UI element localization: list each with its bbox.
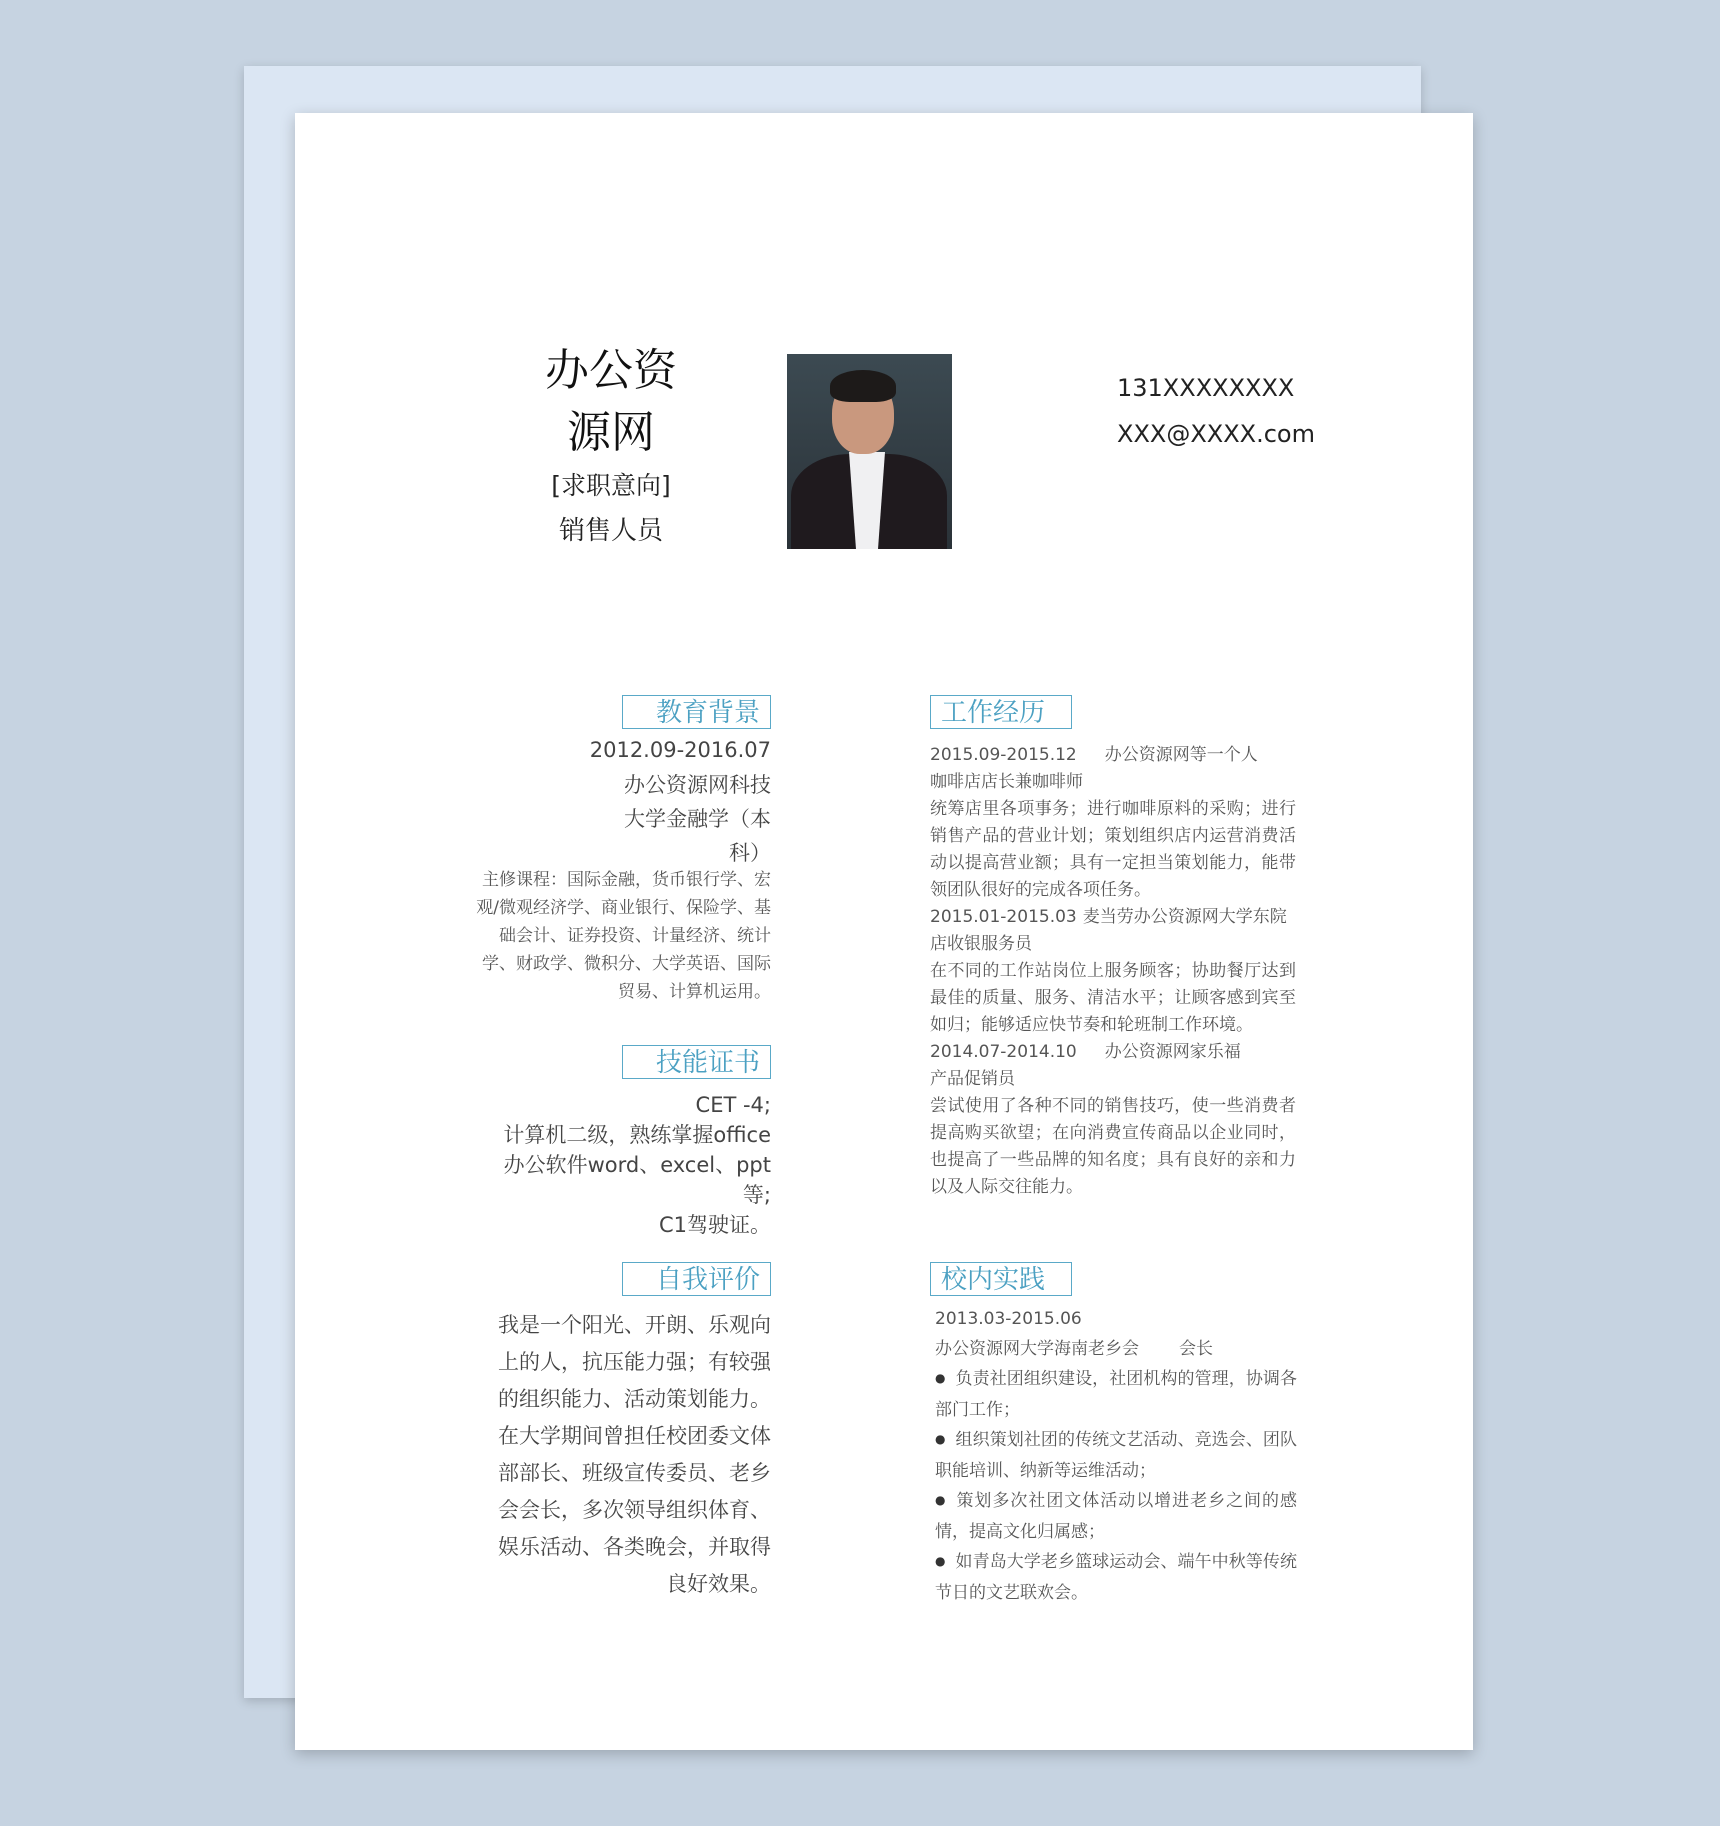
work-entry [930, 1039, 1296, 1201]
self-eval-paragraph: 在大学期间曾担任校团委文体部部长、班级宣传委员、老乡会会长，多次领导组织体育、娱乐活动、各类晚会，并取得良好效果。 [498, 1424, 771, 1596]
work-role: 咖啡店店长兼咖啡师 [930, 772, 1083, 792]
work-date: 2015.01-2015.03 [930, 907, 1077, 927]
practice-title: 校内实践 [930, 1262, 1072, 1296]
work-company: 办公资源网家乐福 [1104, 1042, 1241, 1062]
job-intent-label: [求职意向] [551, 471, 671, 500]
skill-item: C1驾驶证。 [658, 1213, 771, 1237]
profile-photo [787, 354, 952, 549]
work-date: 2015.09-2015.12 [930, 745, 1077, 765]
practice-bullet: ● 策划多次社团文体活动以增进老乡之间的感情，提高文化归属感； [935, 1486, 1297, 1547]
work-desc: 尝试使用了各种不同的销售技巧，使一些消费者提高购买欲望；在向消费宣传商品以企业同时，也提高了一些品牌的知名度；具有良好的亲和力以及人际交往能力。 [930, 1096, 1296, 1197]
work-company: 麦当劳办公资源网大学东院 [1082, 907, 1287, 927]
candidate-name: 办公资源网 [545, 345, 677, 458]
work-desc: 统筹店里各项事务；进行咖啡原料的采购；进行销售产品的营业计划；策划组织店内运营消费活动以提高营业额；具有一定担当策划能力，能带领团队很好的完成各项任务。 [930, 799, 1296, 900]
work-entry-head [930, 1039, 1296, 1066]
email-address: XXX@XXXX.com [1117, 420, 1315, 448]
practice-bullet: ● 如青岛大学老乡篮球运动会、端午中秋等传统节日的文艺联欢会。 [935, 1547, 1297, 1608]
education-courses: 主修课程：国际金融，货币银行学、宏观/微观经济学、商业银行、保险学、基础会计、证券投资、计量经济、统计学、财政学、微积分、大学英语、国际贸易、计算机运用。 [476, 870, 771, 1002]
self-eval-text [474, 1307, 771, 1603]
work-role: 店收银服务员 [930, 934, 1032, 954]
skill-item: CET -4; [695, 1093, 771, 1117]
photo-hair [830, 370, 896, 402]
work-role: 产品促销员 [930, 1069, 1015, 1089]
practice-date: 2013.03-2015.06 [935, 1309, 1082, 1329]
education-date: 2012.09-2016.07 [589, 738, 771, 762]
education-title: 教育背景 [622, 695, 771, 729]
work-entry-head [930, 742, 1296, 769]
work-title: 工作经历 [930, 695, 1072, 729]
practice-bullet: ● 组织策划社团的传统文艺活动、竞选会、团队职能培训、纳新等运维活动； [935, 1425, 1297, 1486]
skill-item: 计算机二级，熟练掌握office办公软件word、excel、ppt等; [503, 1123, 771, 1207]
work-entry [930, 904, 1296, 1039]
practice-org: 办公资源网大学海南老乡会 [935, 1339, 1139, 1359]
self-eval-paragraph: 我是一个阳光、开朗、乐观向上的人，抗压能力强；有较强的组织能力、活动策划能力。 [498, 1313, 771, 1411]
practice-bullet: ● 负责社团组织建设，社团机构的管理，协调各部门工作； [935, 1364, 1297, 1425]
work-desc: 在不同的工作站岗位上服务顾客；协助餐厅达到最佳的质量、服务、清洁水平；让顾客感到宾至如归；能够适应快节奏和轮班制工作环境。 [930, 961, 1296, 1035]
skills-list [474, 1090, 771, 1240]
practice-block [935, 1304, 1297, 1608]
work-list [930, 742, 1296, 1201]
practice-org-line [935, 1334, 1297, 1364]
practice-position: 会长 [1179, 1339, 1213, 1359]
self-eval-title: 自我评价 [622, 1262, 771, 1296]
work-date: 2014.07-2014.10 [930, 1042, 1077, 1062]
education-school: 办公资源网科技大学金融学（本科） [624, 773, 771, 865]
work-entry-head [930, 904, 1296, 931]
work-entry [930, 742, 1296, 904]
job-intent-value: 销售人员 [558, 516, 663, 546]
phone-number: 131XXXXXXXX [1117, 374, 1295, 402]
work-company: 办公资源网等一个人 [1104, 745, 1258, 765]
skills-title: 技能证书 [622, 1045, 771, 1079]
